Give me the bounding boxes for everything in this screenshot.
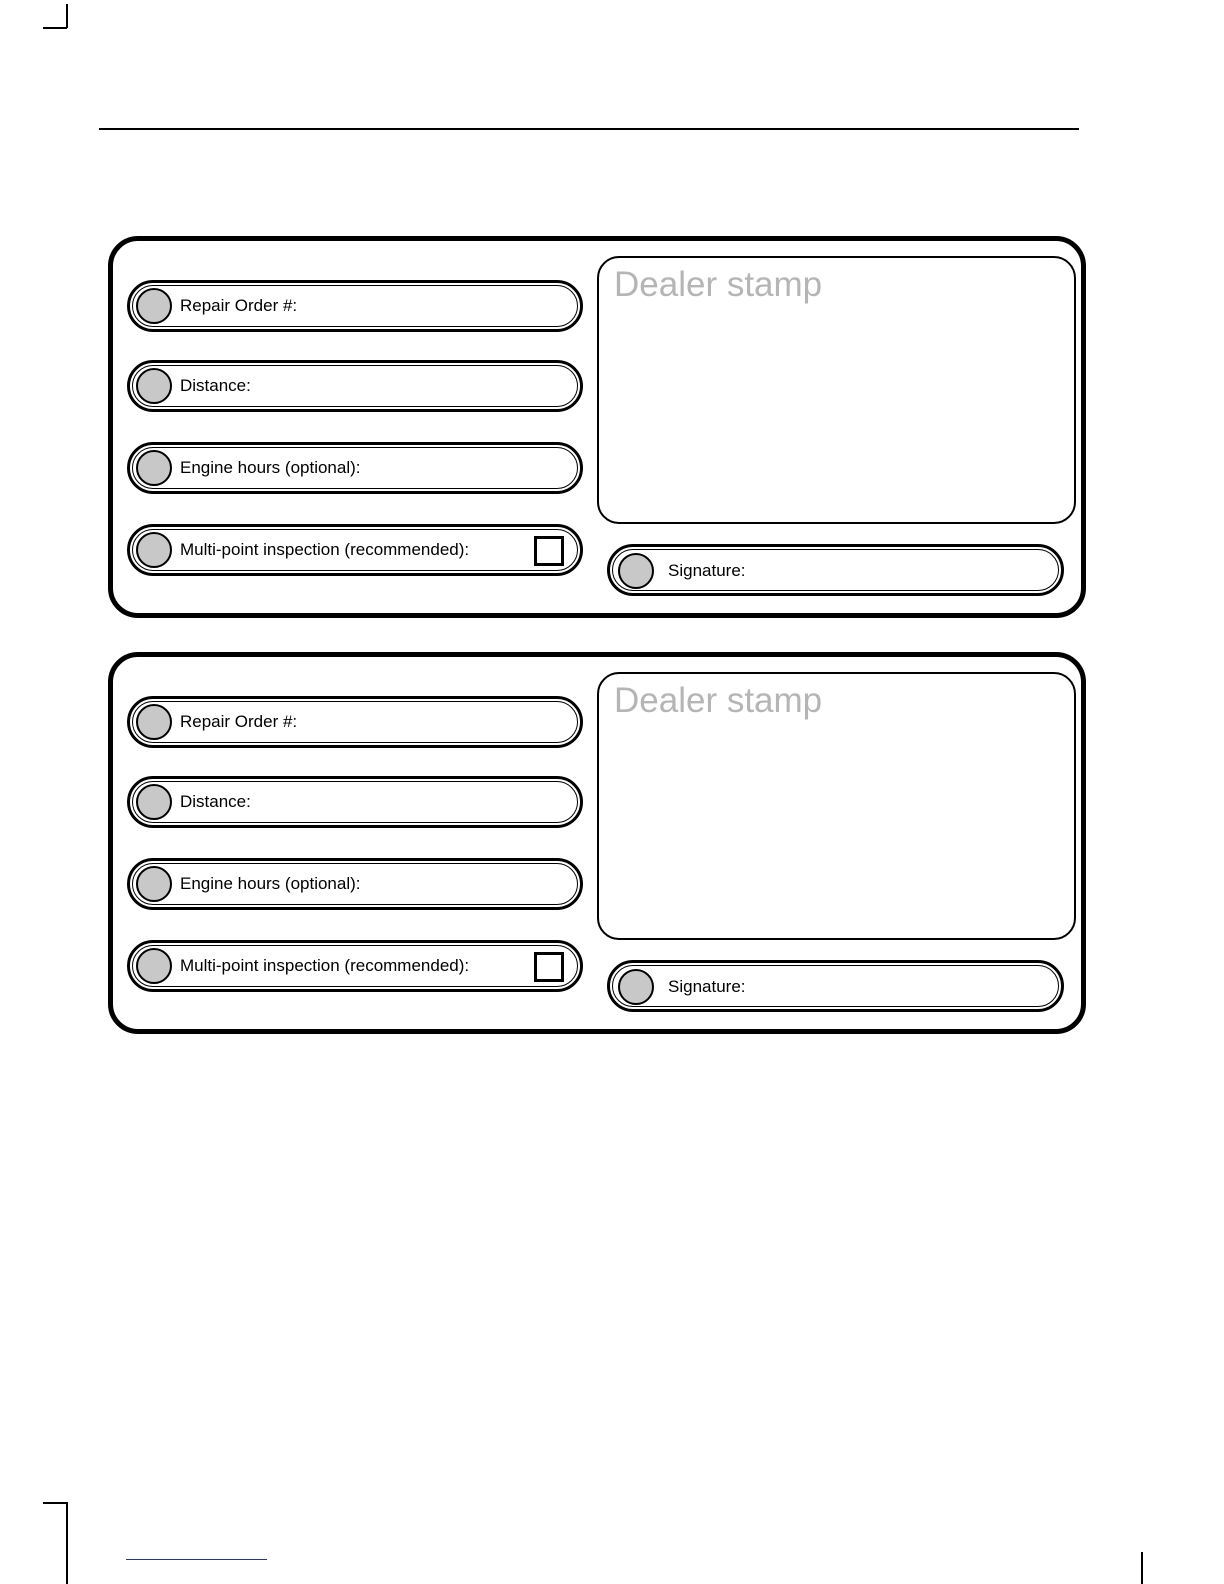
dealer-stamp-box [597, 672, 1076, 940]
field-label: Distance: [180, 792, 251, 811]
dealer-stamp-label: Dealer stamp [614, 265, 823, 304]
bullet-circle-icon [136, 450, 172, 486]
bullet-circle-icon [136, 368, 172, 404]
bullet-circle-icon [136, 866, 172, 902]
service-record-card [108, 652, 1086, 1034]
distance-field[interactable] [127, 776, 583, 828]
distance-field[interactable] [127, 360, 583, 412]
engine-hours-field[interactable] [127, 442, 583, 494]
crop-mark-top-left-vertical [66, 4, 68, 28]
header-rule [99, 128, 1079, 130]
field-label: Engine hours (optional): [180, 874, 361, 893]
bullet-circle-icon [136, 704, 172, 740]
signature-field[interactable] [607, 960, 1064, 1012]
bullet-circle-icon [618, 553, 654, 589]
field-label: Multi-point inspection (recommended): [180, 956, 470, 975]
bullet-circle-icon [136, 532, 172, 568]
footer-link-underline [126, 1559, 267, 1560]
field-label: Signature: [668, 977, 746, 996]
bullet-circle-icon [618, 969, 654, 1005]
dealer-stamp-label: Dealer stamp [614, 681, 823, 720]
multi-point-inspection-field [127, 940, 583, 992]
signature-field[interactable] [607, 544, 1064, 596]
repair-order-field[interactable] [127, 696, 583, 748]
inspection-checkbox[interactable] [534, 952, 564, 982]
bullet-circle-icon [136, 288, 172, 324]
field-label: Engine hours (optional): [180, 458, 361, 477]
field-label: Multi-point inspection (recommended): [180, 540, 470, 559]
crop-mark-bottom-right-vertical [1141, 1552, 1143, 1584]
crop-mark-bottom-left-vertical [66, 1502, 68, 1584]
bullet-circle-icon [136, 948, 172, 984]
field-label: Repair Order #: [180, 296, 298, 315]
dealer-stamp-box [597, 256, 1076, 524]
bullet-circle-icon [136, 784, 172, 820]
field-label: Repair Order #: [180, 712, 298, 731]
multi-point-inspection-field [127, 524, 583, 576]
field-label: Distance: [180, 376, 251, 395]
service-record-card [108, 236, 1086, 618]
crop-mark-top-left-horizontal [43, 27, 67, 29]
engine-hours-field[interactable] [127, 858, 583, 910]
crop-mark-bottom-left-horizontal [43, 1502, 67, 1504]
field-label: Signature: [668, 561, 746, 580]
inspection-checkbox[interactable] [534, 536, 564, 566]
repair-order-field[interactable] [127, 280, 583, 332]
